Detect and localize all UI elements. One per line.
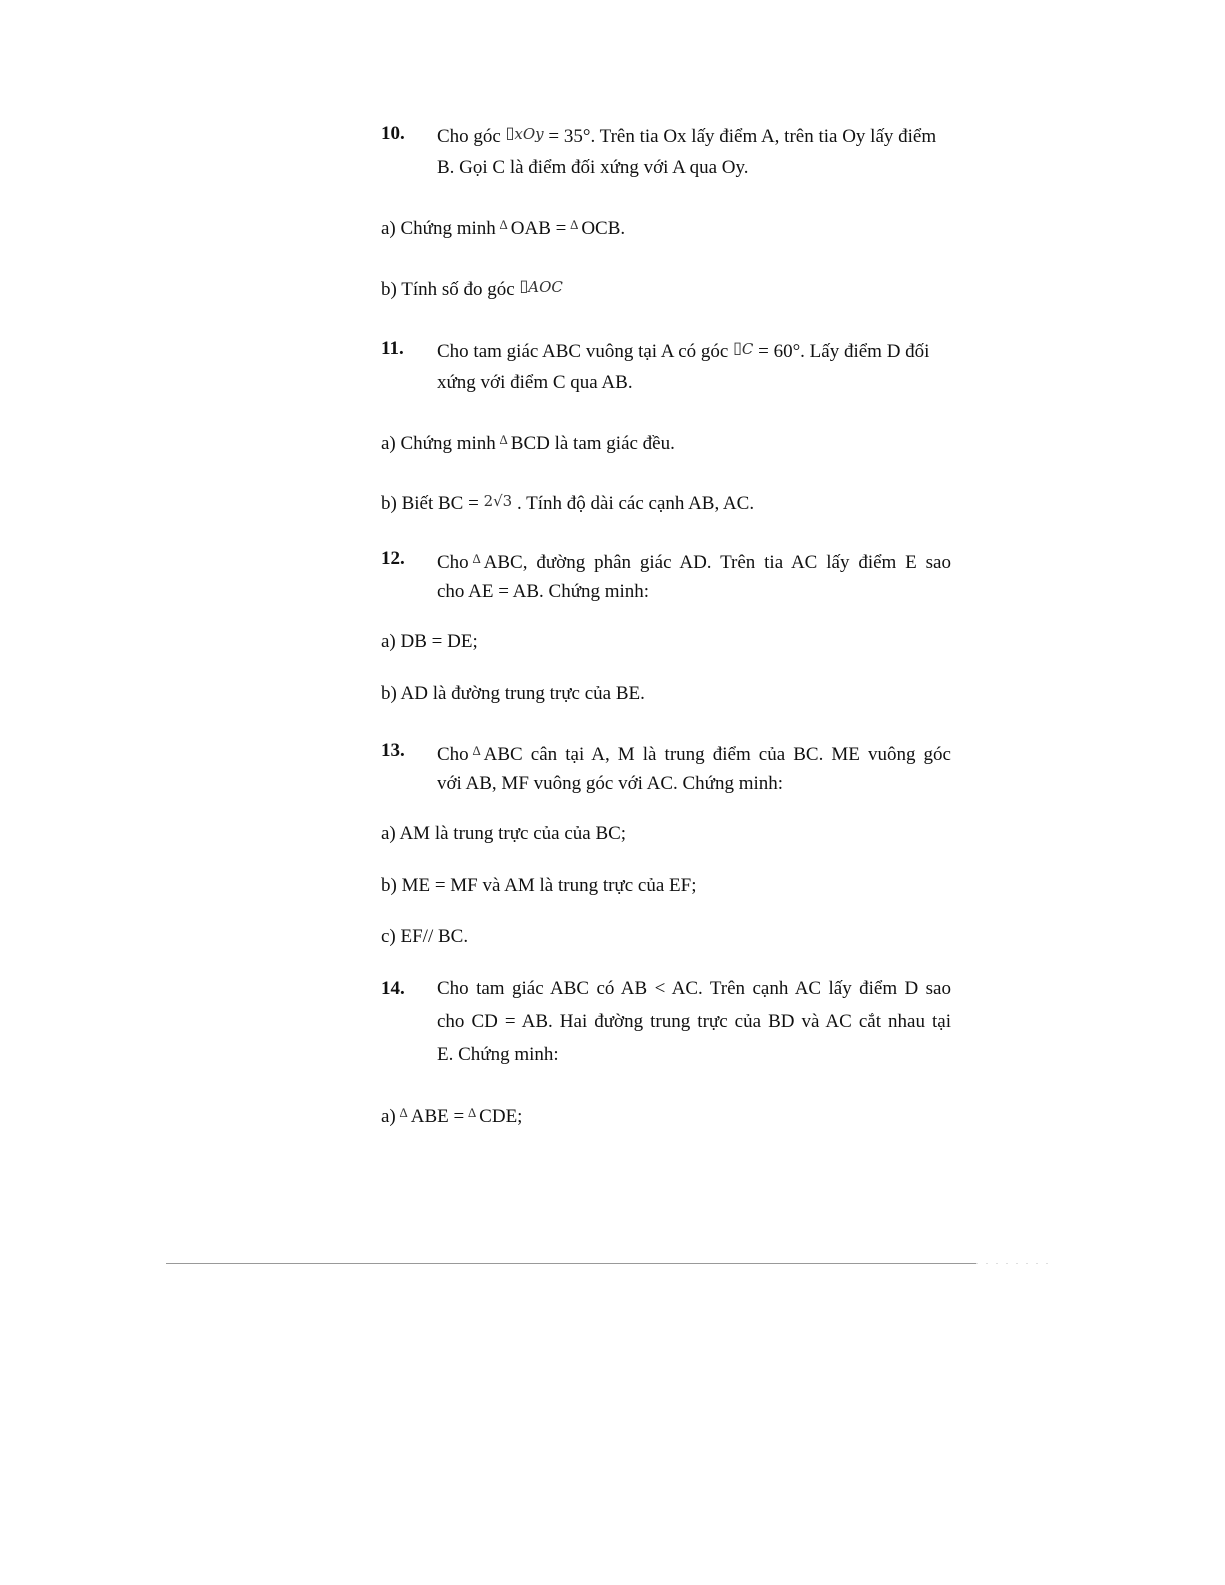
p11-text-b: = 60°. Lấy điểm D đối	[758, 341, 930, 362]
triangle-symbol-icon: ∆	[472, 743, 481, 758]
problem-14-part-a	[381, 1101, 522, 1129]
problem-11-line-2: xứng với điểm C qua AB.	[437, 372, 633, 393]
problem-10-part-b	[381, 275, 563, 302]
bc-value: 2√3	[483, 492, 513, 510]
problem-12-line-1	[437, 547, 951, 575]
problem-13-line-2: với AB, MF vuông góc với AC. Chứng minh:	[437, 773, 784, 794]
p11a-prefix: a) Chứng minh	[381, 433, 496, 454]
problem-10-line-1	[437, 122, 936, 149]
footer-divider	[166, 1263, 976, 1264]
p10a-mid2: OCB.	[581, 218, 626, 239]
problem-11-number: 11.	[381, 338, 404, 359]
p13-text-b: ABC cân tại A, M là trung điểm của BC. ME vuông góc	[483, 744, 951, 765]
triangle-symbol-icon: ∆	[472, 551, 481, 566]
triangle-symbol-icon: ∆	[399, 1105, 408, 1120]
p10b-prefix: b) Tính số đo góc	[381, 279, 515, 300]
problem-14-number: 14.	[381, 978, 405, 999]
angle-c: C	[741, 340, 754, 358]
problem-14-line-1: Cho tam giác ABC có AB < AC. Trên cạnh AC lấy điểm D sao	[437, 978, 951, 999]
triangle-symbol-icon: ∆	[570, 217, 579, 232]
problem-10-part-a	[381, 213, 625, 241]
p11b-prefix: b) Biết BC =	[381, 493, 479, 514]
p10-text-a: Cho góc	[437, 126, 501, 147]
p11b-rest: . Tính độ dài các cạnh AB, AC.	[516, 493, 755, 514]
problem-12-number: 12.	[381, 548, 405, 569]
problem-10-number: 10.	[381, 123, 405, 144]
triangle-symbol-icon: ∆	[499, 217, 508, 232]
footer-dots: . . . . . . . .	[976, 1257, 1051, 1266]
p10a-prefix: a) Chứng minh	[381, 218, 496, 239]
angle-symbol-icon: ▯	[733, 340, 742, 357]
problem-10-line-2: B. Gọi C là điểm đối xứng với A qua Oy.	[437, 157, 749, 178]
p13-text-a: Cho	[437, 744, 469, 765]
problem-12-part-b: b) AD là đường trung trực của BE.	[381, 683, 645, 704]
problem-14-line-2: cho CD = AB. Hai đường trung trực của BD và AC cắt nhau tại	[437, 1011, 951, 1032]
angle-symbol-icon: ▯	[519, 278, 529, 295]
p14a-mid1: ABE =	[410, 1106, 465, 1127]
p14a-mid2: CDE;	[479, 1106, 523, 1127]
p14a-prefix: a)	[381, 1106, 396, 1127]
triangle-symbol-icon: ∆	[499, 432, 508, 447]
problem-11-line-1	[437, 337, 929, 364]
p10a-mid1: OAB =	[510, 218, 567, 239]
problem-13-number: 13.	[381, 740, 405, 761]
problem-12-line-2: cho AE = AB. Chứng minh:	[437, 581, 650, 602]
problem-11-part-a	[381, 428, 675, 456]
p11-text-a: Cho tam giác ABC vuông tại A có góc	[437, 341, 729, 362]
problem-14-line-3: E. Chứng minh:	[437, 1044, 559, 1065]
p12-text-b: ABC, đường phân giác AD. Trên tia AC lấy điểm E sao	[483, 552, 951, 573]
problem-13-part-a: a) AM là trung trực của của BC;	[381, 823, 627, 844]
problem-13-line-1	[437, 739, 951, 767]
problem-12-part-a: a) DB = DE;	[381, 631, 478, 652]
angle-aoc: AOC	[528, 278, 563, 296]
p12-text-a: Cho	[437, 552, 469, 573]
angle-symbol-icon: ▯	[505, 125, 515, 142]
angle-xoy: xOy	[514, 125, 544, 143]
problem-11-part-b	[381, 489, 754, 516]
p11a-rest: BCD là tam giác đều.	[510, 433, 675, 454]
problem-13-part-b: b) ME = MF và AM là trung trực của EF;	[381, 875, 697, 896]
triangle-symbol-icon: ∆	[468, 1105, 477, 1120]
problem-13-part-c: c) EF// BC.	[381, 926, 469, 947]
p10-text-b: = 35°. Trên tia Ox lấy điểm A, trên tia Oy lấy điểm	[548, 126, 937, 147]
